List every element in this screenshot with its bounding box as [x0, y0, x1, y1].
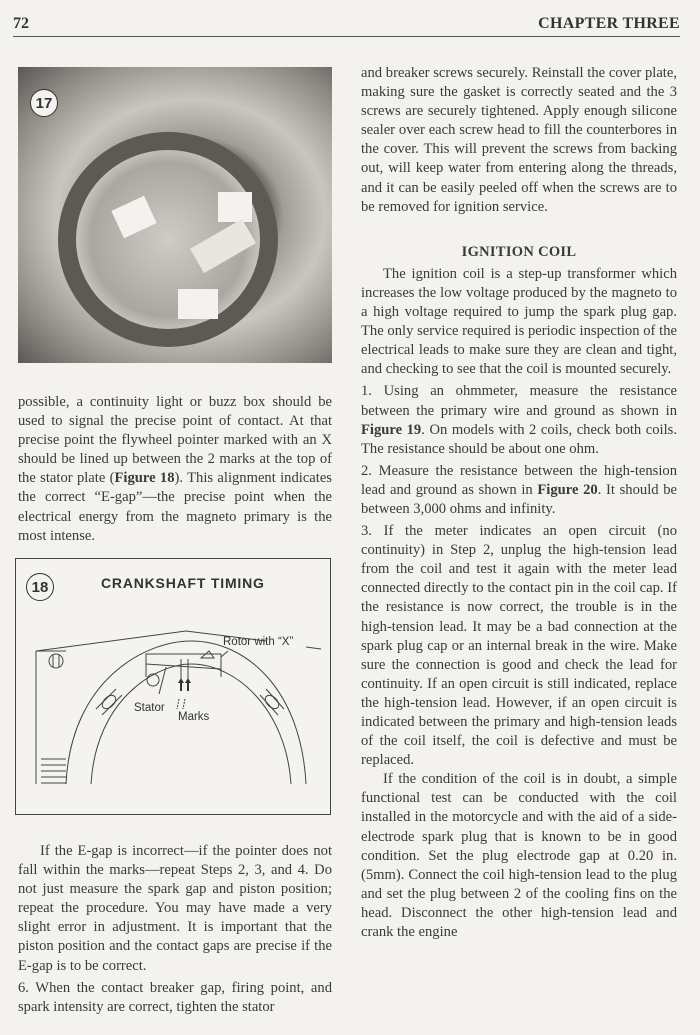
paragraph: The ignition coil is a step-up transformer which increases the low voltage produced by the magneto to a high voltage required to jump the spark plug gap. The only service required is periodic inspection of the electrical leads to make sure they are clean and tight, and checking to see that the coil is mounted securely.: [361, 265, 677, 378]
step-2: [361, 462, 677, 519]
figure-reference: Figure 19: [361, 421, 422, 438]
diagram-title: CRANKSHAFT TIMING: [101, 575, 265, 591]
figure-17-badge: [30, 89, 58, 117]
step-6: 6. When the contact breaker gap, firing point, and spark intensity are correct, tighten the stator: [18, 979, 332, 1015]
paragraph: [18, 393, 332, 546]
text: . It should be between 3,000 ohms and infinity.: [361, 481, 677, 517]
crankshaft-timing-drawing: [16, 559, 332, 816]
figure-reference: Figure 18: [114, 470, 175, 487]
figure-17-photo: [18, 67, 332, 363]
stator-label: Stator: [134, 702, 165, 714]
text: . On models with 2 coils, check both coils. The resistance should be about one ohm.: [361, 421, 677, 457]
left-column-upper: [18, 393, 332, 546]
figure-18-diagram: [15, 558, 331, 815]
page-header: [13, 14, 680, 37]
step-3: 3. If the meter indicates an open circuit (no continuity) in Step 2, unplug the high-tension lead from the coil and test it again with the meter lead connected directly to the contact pin in the coil cap. If the resistance is now correct, the trouble is in the high-tension lead. It may be a bad connection at the spark plug cap or an internal break in the wire. Make sure the connection is good and check the lead for continuity. If an open circuit is still indicated, replace the high-tension lead. However, if an open circuit is indicated between the primary and high-tension leads of the coil itself, the coil is defective and must be replaced.: [361, 523, 677, 769]
right-column: [361, 64, 677, 942]
marks-label: Marks: [178, 711, 210, 723]
paper-tab: [178, 289, 218, 319]
text: 1. Using an ohmmeter, measure the resistance between the primary wire and ground as shown in: [361, 383, 677, 419]
rotor-label: Rotor with “X”: [223, 636, 294, 648]
paragraph: If the condition of the coil is in doubt, a simple functional test can be conducted with the coil installed in the motorcycle and with the aid of a side-electrode spark plug that is known to be in good condition. Set the plug electrode gap at 0.20 in. (5mm). Connect the coil high-tension lead to the plug and set the plug between 2 of the cooling fins on the head. Disconnect the other high-tension lead and crank the engine: [361, 771, 677, 941]
page-number: 72: [13, 15, 29, 32]
figure-number: 17: [35, 94, 53, 112]
step-1: [361, 382, 677, 458]
text: possible, a continuity light or buzz box should be used to signal the precise point of contact. At that precise point the flywheel pointer marked with an X should be lined up between the 2 marks at the top of the stator plate (: [18, 394, 332, 487]
text: ). This alignment indicates the correct “E-gap”—the precise point when the electrical energy from the magneto primary is the most intense.: [18, 470, 332, 544]
chapter-title: CHAPTER THREE: [538, 15, 680, 32]
paragraph: and breaker screws securely. Reinstall the cover plate, making sure the gasket is correctly seated and the 3 screws are securely tightened. Apply enough silicone sealer over each screw head to fill the counterbores in the cover. This will prevent the screws from backing out, will keep water from entering along the threads, and it can be easily peeled off when the screws are to be removed for ignition service.: [361, 65, 677, 215]
paragraph: If the E-gap is incorrect—if the pointer does not fall within the marks—repeat Steps 2, 3, and 4. Do not just measure the spark gap and piston position; repeat the procedure. You may have made a very slight error in adjustment. It is important that the piston position and the contact gaps are precise if the E-gap is to be correct.: [18, 843, 332, 974]
left-column-lower: [18, 842, 332, 1017]
section-heading: IGNITION COIL: [461, 243, 577, 260]
figure-reference: Figure 20: [537, 481, 598, 498]
text: 2. Measure the resistance between the high-tension lead and ground as shown in: [361, 462, 677, 498]
figure-number: 18: [31, 578, 49, 596]
paper-tab: [218, 192, 252, 222]
